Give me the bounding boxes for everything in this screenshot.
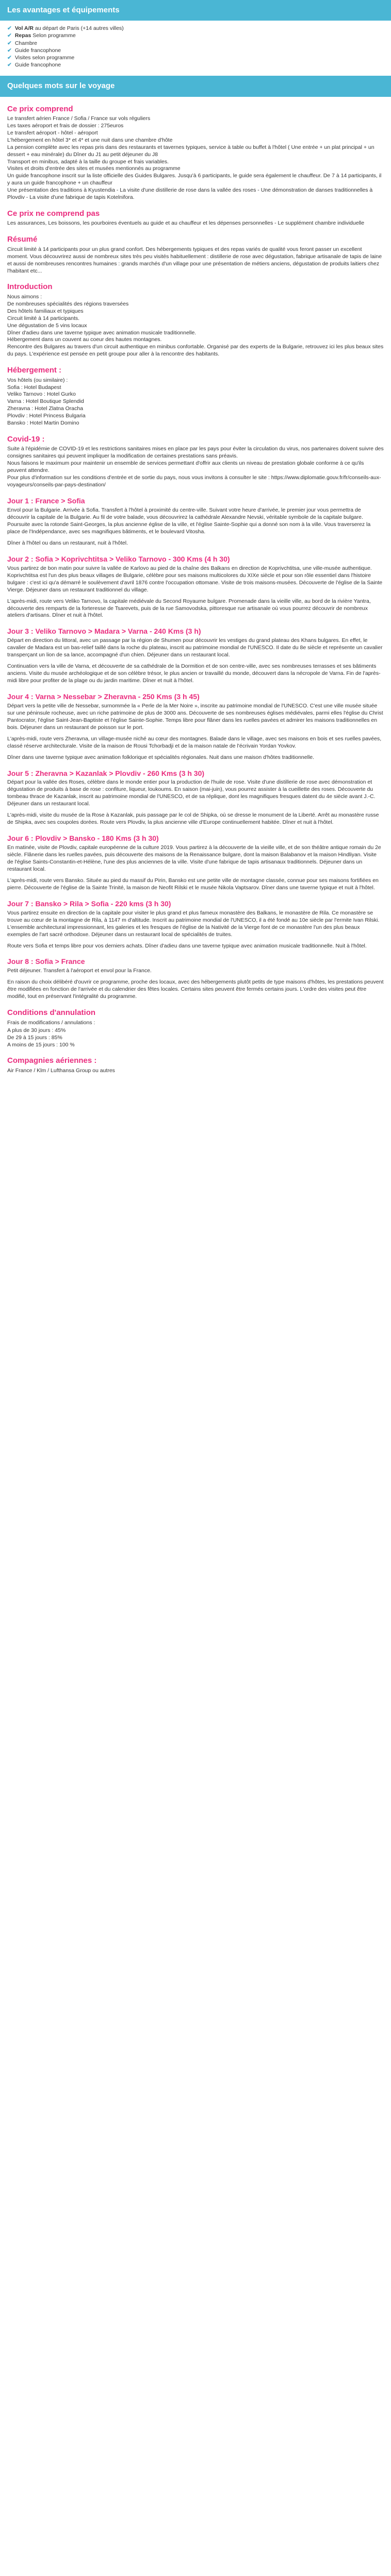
advantage-text xyxy=(15,54,74,61)
section-paragraph: L'après-midi, visite du musée de la Rose à Kazanlak, puis passage par le col de Shipka, où se dresse le monument de la Liberté. Arrêt au monastère russe de Shipka, avec ses coupoles dorées. Route vers Plovdiv, la plus ancienne ville d'Europe continuellement habitée. Dîner et nuit à l'hôtel. xyxy=(7,812,379,826)
section-paragraph: Départ pour la vallée des Roses, célèbre dans le monde entier pour la production de l'huile de rose. Visite d'une distillerie de rose avec démonstration et dégustation de produits à base de rose : confiture, liqueur, loukoums. En saison (mai-juin), vous pourrez assister à la cueillette des roses. Découverte du tombeau thrace de Kazanlak, inscrit au patrimoine mondial de l'UNESCO, et de sa réplique, dont les magnifiques fresques datent du 4e siècle avant J.-C. Déjeuner dans un restaurant local. xyxy=(7,779,376,807)
day-section xyxy=(0,692,391,761)
advantage-label: Visites selon programme xyxy=(14,54,75,61)
section-paragraph: Les assurances, Les boissons, les pourboires éventuels au guide et au chauffeur et les dépenses personnelles - Le supplément chambre individuelle xyxy=(7,220,365,227)
day-section xyxy=(0,554,391,620)
section-title: Hébergement : xyxy=(7,366,62,375)
section-paragraph: Sofia : Hotel Budapest xyxy=(7,384,61,391)
advantage-label: Guide francophone xyxy=(14,62,61,69)
advantage-label: Selon programme xyxy=(31,32,76,39)
day-section xyxy=(0,626,391,685)
info-section xyxy=(0,365,391,427)
section-paragraph: L'après-midi, route vers Veliko Tarnovo, la capitale médiévale du Second Royaume bulgare. Promenade dans la vieille ville, au bord de la rivière Yantra, découverte des remparts de la forteresse de Tsarevets, puis de la rue Samovodska, pittoresque rue artisanale où vous pourrez découvrir de nombreux ateliers d'artisans. Dîner et nuit à l'hôtel. xyxy=(7,598,371,619)
day-title: Jour 6 : Plovdiv > Bansko - 180 Kms (3 h 30) xyxy=(7,834,159,843)
day-section xyxy=(0,769,391,827)
section-paragraph: Circuit limité à 14 participants. xyxy=(7,315,80,321)
section-paragraph: L'après-midi, route vers Zheravna, un village-musée niché au cœur des montagnes. Balade dans le village, avec ses maisons en bois et ses ruelles pavées, classé réserve architecturale. Visite de la maison de Rousi Tchorbadji et de la maison natale de l'écrivain Yordan Yovkov. xyxy=(7,735,382,749)
section-paragraph: Vos hôtels (ou similaire) : xyxy=(7,377,68,383)
section-paragraph: Route vers Sofia et temps libre pour vos derniers achats. Dîner d'adieu dans une taverne typique avec animation musicale traditionnelle. Nuit à l'hôtel. xyxy=(7,942,367,949)
section-paragraph: Envol pour la Bulgarie. Arrivée à Sofia. Transfert à l'hôtel à proximité du centre-ville. Suivant votre heure d'arrivée, le premier jour vous permettra de découvrir la capitale de la Bulgarie. Au fil de votre balade, vous découvrirez la cathédrale Alexandre Nevski, véritable symbole de la capitale bulgare. Poursuite avec la rotonde Saint-Georges, la plus ancienne église de la ville, et l'église Sainte-Sophie qui a donné son nom à la ville. Vous traverserez la place de l'Indépendance, avec ses magnifiques bâtiments, et le boulevard Vitosha. xyxy=(7,507,371,535)
airlines-text: Air France / Klm / Lufthansa Group ou autres xyxy=(7,1067,115,1074)
day-section xyxy=(0,834,391,892)
day-title: Jour 5 : Zheravna > Kazanlak > Plovdiv - 260 Kms (3 h 30) xyxy=(7,769,205,777)
section-title: Introduction xyxy=(7,282,53,292)
check-icon: ✔ xyxy=(7,40,12,46)
trip-banner: Quelques mots sur le voyage xyxy=(0,76,391,96)
advantage-label: Guide francophone xyxy=(14,47,61,54)
section-paragraph: Circuit limité à 14 participants pour un plus grand confort. Des hébergements typiques et des repas variés de qualité vous feront passer un excellent moment. Vous découvrirez aussi de nombreux sites très peu visités habituellement : distillerie de rose avec dégustation, fabrique artisanale de tapis de laine et aussi de nombreuses rencontres humaines : grands marchés d'un village pour une présentation de métiers anciens, dégustation de produits laitiers chez l'habitant etc... xyxy=(7,246,382,274)
section-paragraph: Un guide francophone inscrit sur la liste officielle des Guides Bulgares. Jusqu'à 6 participants, le guide sera également le chauffeur. De 7 à 14 participants, il y aura un guide francophone + un chauffeur xyxy=(7,173,382,187)
advantages-list xyxy=(0,25,391,69)
info-section xyxy=(0,234,391,275)
advantage-item xyxy=(7,47,384,54)
section-title: Ce prix ne comprend pas xyxy=(7,209,100,218)
section-paragraph: La pension complète avec les repas pris dans des restaurants et tavernes typiques, service à table ou buffet à l'hôtel ( Une entrée + un plat principal + un dessert + eau minérale) du Dîner du J1 au petit déjeuner du J8 xyxy=(7,144,374,158)
section-paragraph: Une dégustation de 5 vins locaux xyxy=(7,322,87,329)
condition-line: Frais de modifications / annulations : xyxy=(7,1020,95,1026)
section-paragraph: Pour plus d'information sur les conditions d'entrée et de sortie du pays, nous vous invitons à consulter le site : https://www.diplomatie.gouv.fr/fr/conseils-aux-voyageurs/conseils-par-pays-destination/ xyxy=(7,474,381,488)
check-icon: ✔ xyxy=(7,62,12,69)
trip-sections xyxy=(0,104,391,1001)
advantage-label: au départ de Paris (+14 autres villes) xyxy=(33,25,124,32)
section-paragraph: Une présentation des traditions à Kyustendia - La visite d'une distillerie de rose dans la vallée des roses - Une démonstration de danses traditionnelles à Plovdiv - La visite d'une fabrique de tapis Kotelnifora. xyxy=(7,187,373,201)
info-section xyxy=(0,434,391,489)
section-paragraph: Bansko : Hotel Martin Domino xyxy=(7,420,79,427)
section-paragraph: Plovdiv : Hotel Princess Bulgaria xyxy=(7,413,86,419)
section-paragraph: Zheravna : Hotel Zlatna Oracha xyxy=(7,405,84,412)
section-paragraph: Suite à l'épidémie de COVID-19 et les restrictions sanitaires mises en place par les pays pour éviter la circulation du virus, nos partenaires doivent suivre des consignes sanitaires qui peuvent impliquer la modification de certaines prestations sans préavis. xyxy=(7,446,384,460)
check-icon: ✔ xyxy=(7,25,12,32)
conditions-title: Conditions d'annulation xyxy=(7,1008,96,1018)
advantage-text xyxy=(15,40,37,47)
section-paragraph: Le transfert aérien France / Sofia / France sur vols réguliers xyxy=(7,115,151,122)
conditions-list xyxy=(7,1019,384,1048)
section-paragraph: Les taxes aéroport et frais de dossier : 275euros xyxy=(7,122,124,129)
section-paragraph: Veliko Tarnovo : Hotel Gurko xyxy=(7,391,76,398)
section-paragraph: L'hébergement en hôtel 3* et 4* et une nuit dans une chambre d'hôte xyxy=(7,137,173,143)
info-section xyxy=(0,282,391,358)
section-paragraph: Départ en direction du littoral, avec un passage par la région de Shumen pour découvrir les vestiges du grand plateau des Khans bulgares. En effet, le cavalier de Madara est un bas-relief taillé dans la roche du plateau, inscrit au patrimoine mondial de l'UNESCO. Il date du 8e siècle et représente un cavalier transperçant un lion de sa lance, accompagné d'un chien. Déjeuner dans un restaurant local. xyxy=(7,637,383,658)
day-title: Jour 3 : Veliko Tarnovo > Madara > Varna - 240 Kms (3 h) xyxy=(7,627,201,636)
footer xyxy=(0,1008,391,1081)
section-paragraph: Nous faisons le maximum pour maintenir un ensemble de services permettant d'offrir aux clients un niveau de prestation globale conforme à ce qu'ils peuvent attendre. xyxy=(7,460,364,474)
day-section xyxy=(0,957,391,1001)
section-paragraph: Continuation vers la ville de Varna, et découverte de sa cathédrale de la Dormition et de son centre-ville, avec ses nombreuses terrasses et ses bâtiments anciens. Visite du musée archéologique et de son célèbre trésor, le plus ancien or travaillé du monde, découvert dans la nécropole de Varna. Fin de l'après-midi libre pour profiter de la plage ou du jardin maritime. Dîner et nuit à l'hôtel. xyxy=(7,663,381,684)
section-paragraph: Dîner à l'hôtel ou dans un restaurant, nuit à l'hôtel. xyxy=(7,539,128,546)
advantage-item xyxy=(7,61,384,69)
day-title: Jour 1 : France > Sofia xyxy=(7,497,85,505)
section-title: Ce prix comprend xyxy=(7,104,73,113)
advantage-item xyxy=(7,32,384,39)
section-paragraph: Dîner dans une taverne typique avec animation folklorique et spécialités régionales. Nuit dans une maison d'hôtes traditionnelle. xyxy=(7,754,315,760)
section-paragraph: Visites et droits d'entrée des sites et musées mentionnés au programme xyxy=(7,165,181,172)
advantage-text xyxy=(15,47,61,54)
section-paragraph: Vous partirez ensuite en direction de la capitale pour visiter le plus grand et plus fameux monastère des Balkans, le monastère de Rila. Ce monastère se trouve au cœur de la montagne de Rila, à 1147 m d'altitude. Inscrit au patrimoine mondial de l'UNESCO, il a été fondé au 10e siècle par l'ermite Ivan Rilski. L'ensemble architectural impressionnant, les galeries et les fresques de l'église de la Nativité de la Vierge font de ce monastère l'un des plus beaux exemples de l'art sacré orthodoxe. Déjeuner dans un restaurant local de spécialités de truites. xyxy=(7,909,380,938)
day-title: Jour 7 : Bansko > Rila > Sofia - 220 kms (3 h 30) xyxy=(7,899,171,908)
section-paragraph: De nombreuses spécialités des régions traversées xyxy=(7,300,129,307)
section-title: Résumé xyxy=(7,235,38,244)
section-paragraph: En raison du choix délibéré d'ouvrir ce programme, proche des locaux, avec des hébergements plutôt petits de type maisons d'hôtes, les prestations peuvent être modifiées en fonction de l'arrivée et du calendrier des fêtes locales. Certains sites peuvent être fermés certains jours. L'ordre des visites peut être modifié, tout en préservant l'intégralité du programme. xyxy=(7,979,384,1000)
section-title: Covid-19 : xyxy=(7,435,45,444)
section-paragraph: Rencontre des Bulgares au travers d'un circuit authentique en minibus confortable. Organisé par des experts de la Bulgarie, retrouvez ici les plus beaux sites du pays. L'expérience est pensée en petit groupe pour aller à la rencontre des habitants. xyxy=(7,344,384,358)
section-paragraph: Transport en minibus, adapté à la taille du groupe et frais variables. xyxy=(7,158,169,165)
day-title: Jour 8 : Sofia > France xyxy=(7,957,85,966)
section-paragraph: Des hôtels familiaux et typiques xyxy=(7,308,84,314)
advantage-text xyxy=(15,25,124,32)
day-title: Jour 4 : Varna > Nessebar > Zheravna - 250 Kms (3 h 45) xyxy=(7,692,200,701)
section-paragraph: Départ vers la petite ville de Nessebar, surnommée la « Perle de la Mer Noire », inscrite au patrimoine mondial de l'UNESCO. C'est une ville musée située sur une péninsule rocheuse, avec un riche patrimoine de plus de 3000 ans. Découverte de ses nombreuses églises médiévales, parmi elles l'église du Christ Pantocrator, l'église Saint-Jean-Baptiste et l'église Sainte-Sophie. Temps libre pour flâner dans les ruelles pavées et admirer les maisons traditionnelles en bois. Déjeuner dans un restaurant de poisson sur le port. xyxy=(7,702,383,731)
section-paragraph: En matinée, visite de Plovdiv, capitale européenne de la culture 2019. Vous partirez à la découverte de la vieille ville, et de son théâtre antique romain du 2e siècle. Flânerie dans les ruelles pavées, puis découverte des maisons de la Renaissance bulgare, dont la maison Balabanov et la maison Hindliyan. Visite de l'église Saints-Constantin-et-Hélène, l'une des plus anciennes de la ville. Visite d'une fabrique de tapis artisanaux traditionnels. Déjeuner dans un restaurant local. xyxy=(7,844,381,872)
advantage-text xyxy=(15,32,76,39)
check-icon: ✔ xyxy=(7,47,12,54)
advantage-bold: Vol A/R xyxy=(14,25,34,32)
section-paragraph: Nous aimons : xyxy=(7,293,42,300)
check-icon: ✔ xyxy=(7,54,12,61)
section-paragraph: Le transfert aéroport - hôtel - aéroport xyxy=(7,129,98,136)
advantage-item xyxy=(7,25,384,32)
section-paragraph: Varna : Hotel Boutique Splendid xyxy=(7,398,84,405)
section-paragraph: Vous partirez de bon matin pour suivre la vallée de Karlovo au pied de la chaîne des Balkans en direction de Koprivchtitsa, une ville-musée authentique. Koprivchtitsa est l'un des plus beaux villages de Bulgarie, célèbre pour ses maisons multicolores du XIXe siècle et pour son rôle essentiel dans l'histoire bulgare : c'est ici qu'a démarré le soulèvement d'avril 1876 contre l'occupation ottomane. Visite de trois maisons-musées. Découverte de l'église de la Sainte Vierge. Déjeuner dans un restaurant traditionnel du village. xyxy=(7,565,383,593)
info-section xyxy=(0,209,391,227)
airlines-title: Compagnies aériennes : xyxy=(7,1056,97,1065)
section-paragraph: L'après-midi, route vers Bansko. Située au pied du massif du Pirin, Bansko est une petite ville de montagne classée, connue pour ses maisons fortifiées en pierre. Découverte de l'église de la Sainte Trinité, la maison de Neofit Rilski et le musée Nikola Vaptsarov. Dîner dans une taverne typique et nuit à l'hôtel. xyxy=(7,877,379,891)
advantage-label: Chambre xyxy=(14,40,37,46)
advantage-bold: Repas xyxy=(14,32,31,39)
check-icon: ✔ xyxy=(7,32,12,39)
advantage-item xyxy=(7,40,384,47)
day-title: Jour 2 : Sofia > Koprivchtitsa > Veliko Tarnovo - 300 Kms (4 h 30) xyxy=(7,554,230,563)
section-paragraph: Hébergement dans un couvent au coeur des hautes montagnes. xyxy=(7,336,162,343)
advantage-text xyxy=(15,61,61,69)
day-section xyxy=(0,899,391,950)
section-paragraph: Dîner d'adieu dans une taverne typique avec animation musicale traditionnelle. xyxy=(7,329,197,336)
condition-line: A moins de 15 jours : 100 % xyxy=(7,1041,75,1048)
advantages-banner: Les avantages et équipements xyxy=(0,0,391,21)
condition-line: De 29 à 15 jours : 85% xyxy=(7,1034,62,1041)
info-section xyxy=(0,104,391,202)
advantage-item xyxy=(7,54,384,61)
section-paragraph: Petit déjeuner. Transfert à l'aéroport et envol pour la France. xyxy=(7,968,152,974)
day-section xyxy=(0,496,391,547)
condition-line: A plus de 30 jours : 45% xyxy=(7,1027,66,1033)
